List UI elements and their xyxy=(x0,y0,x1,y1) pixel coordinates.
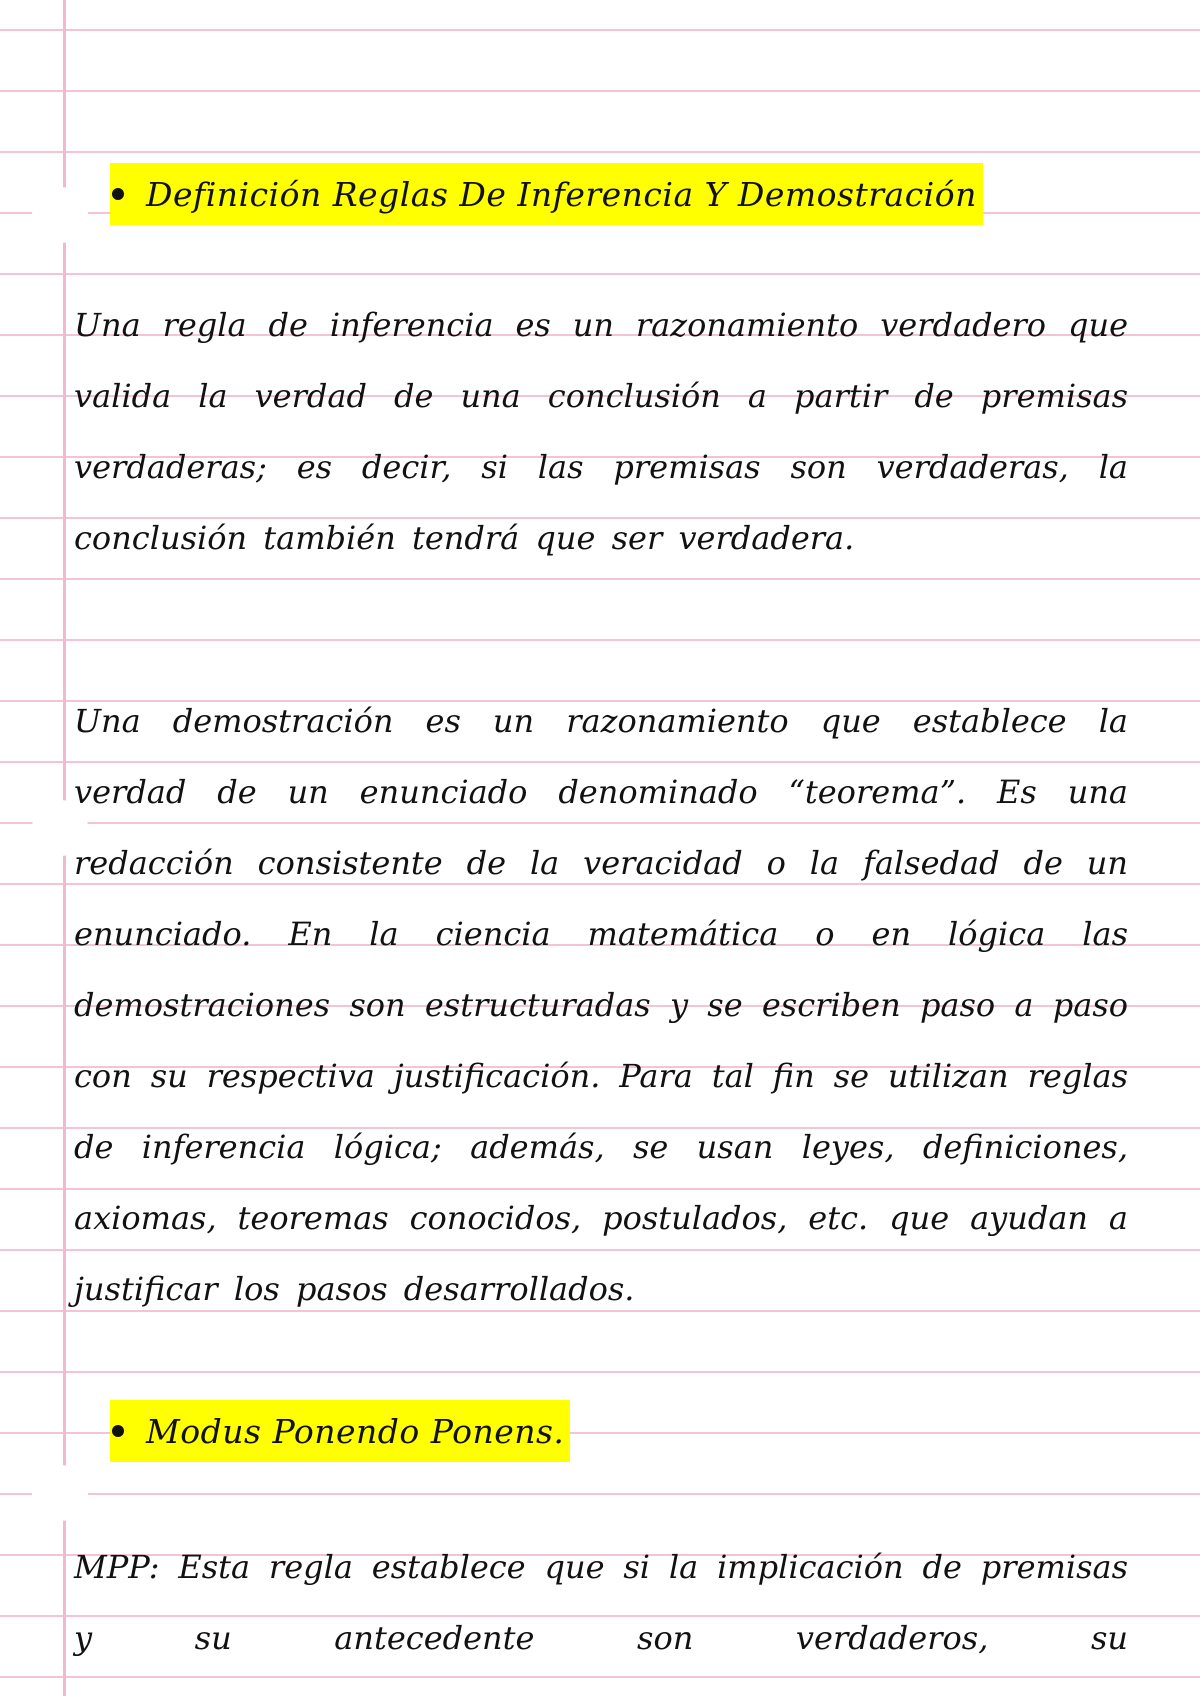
section-heading-text: Definición Reglas De Inferencia Y Demostración xyxy=(146,174,977,214)
paragraph-demostracion: Una demostración es un razonamiento que establece la verdad de un enunciado denominado “teorema”. Es una redacción consistente de la veracidad o la falsedad de un enunciado. En la ciencia matemática o en lógica las demostraciones son estructuradas y se escriben paso a paso con su respectiva justificación. Para tal fin se utilizan reglas de inferencia lógica; además, se usan leyes, definiciones, axiomas, teoremas conocidos, postulados, etc. que ayudan a justificar los pasos desarrollados. xyxy=(74,702,1128,1308)
bullet-icon xyxy=(112,1425,124,1437)
section-heading-definition xyxy=(110,163,983,225)
bullet-icon xyxy=(112,188,124,200)
section-heading-modus-ponendo-ponens xyxy=(110,1400,570,1462)
binder-hole xyxy=(32,187,88,243)
binder-hole xyxy=(32,1465,88,1521)
paragraph-regla-de-inferencia: Una regla de inferencia es un razonamiento verdadero que valida la verdad de una conclusión a partir de premisas verdaderas; es decir, si las premisas son verdaderas, la conclusión también tendrá que ser verdadera. xyxy=(74,306,1128,557)
section-heading-text: Modus Ponendo Ponens. xyxy=(146,1411,565,1451)
paragraph-mpp: MPP: Esta regla establece que si la implicación de premisas y su antecedente son verdaderos, su xyxy=(74,1548,1128,1657)
